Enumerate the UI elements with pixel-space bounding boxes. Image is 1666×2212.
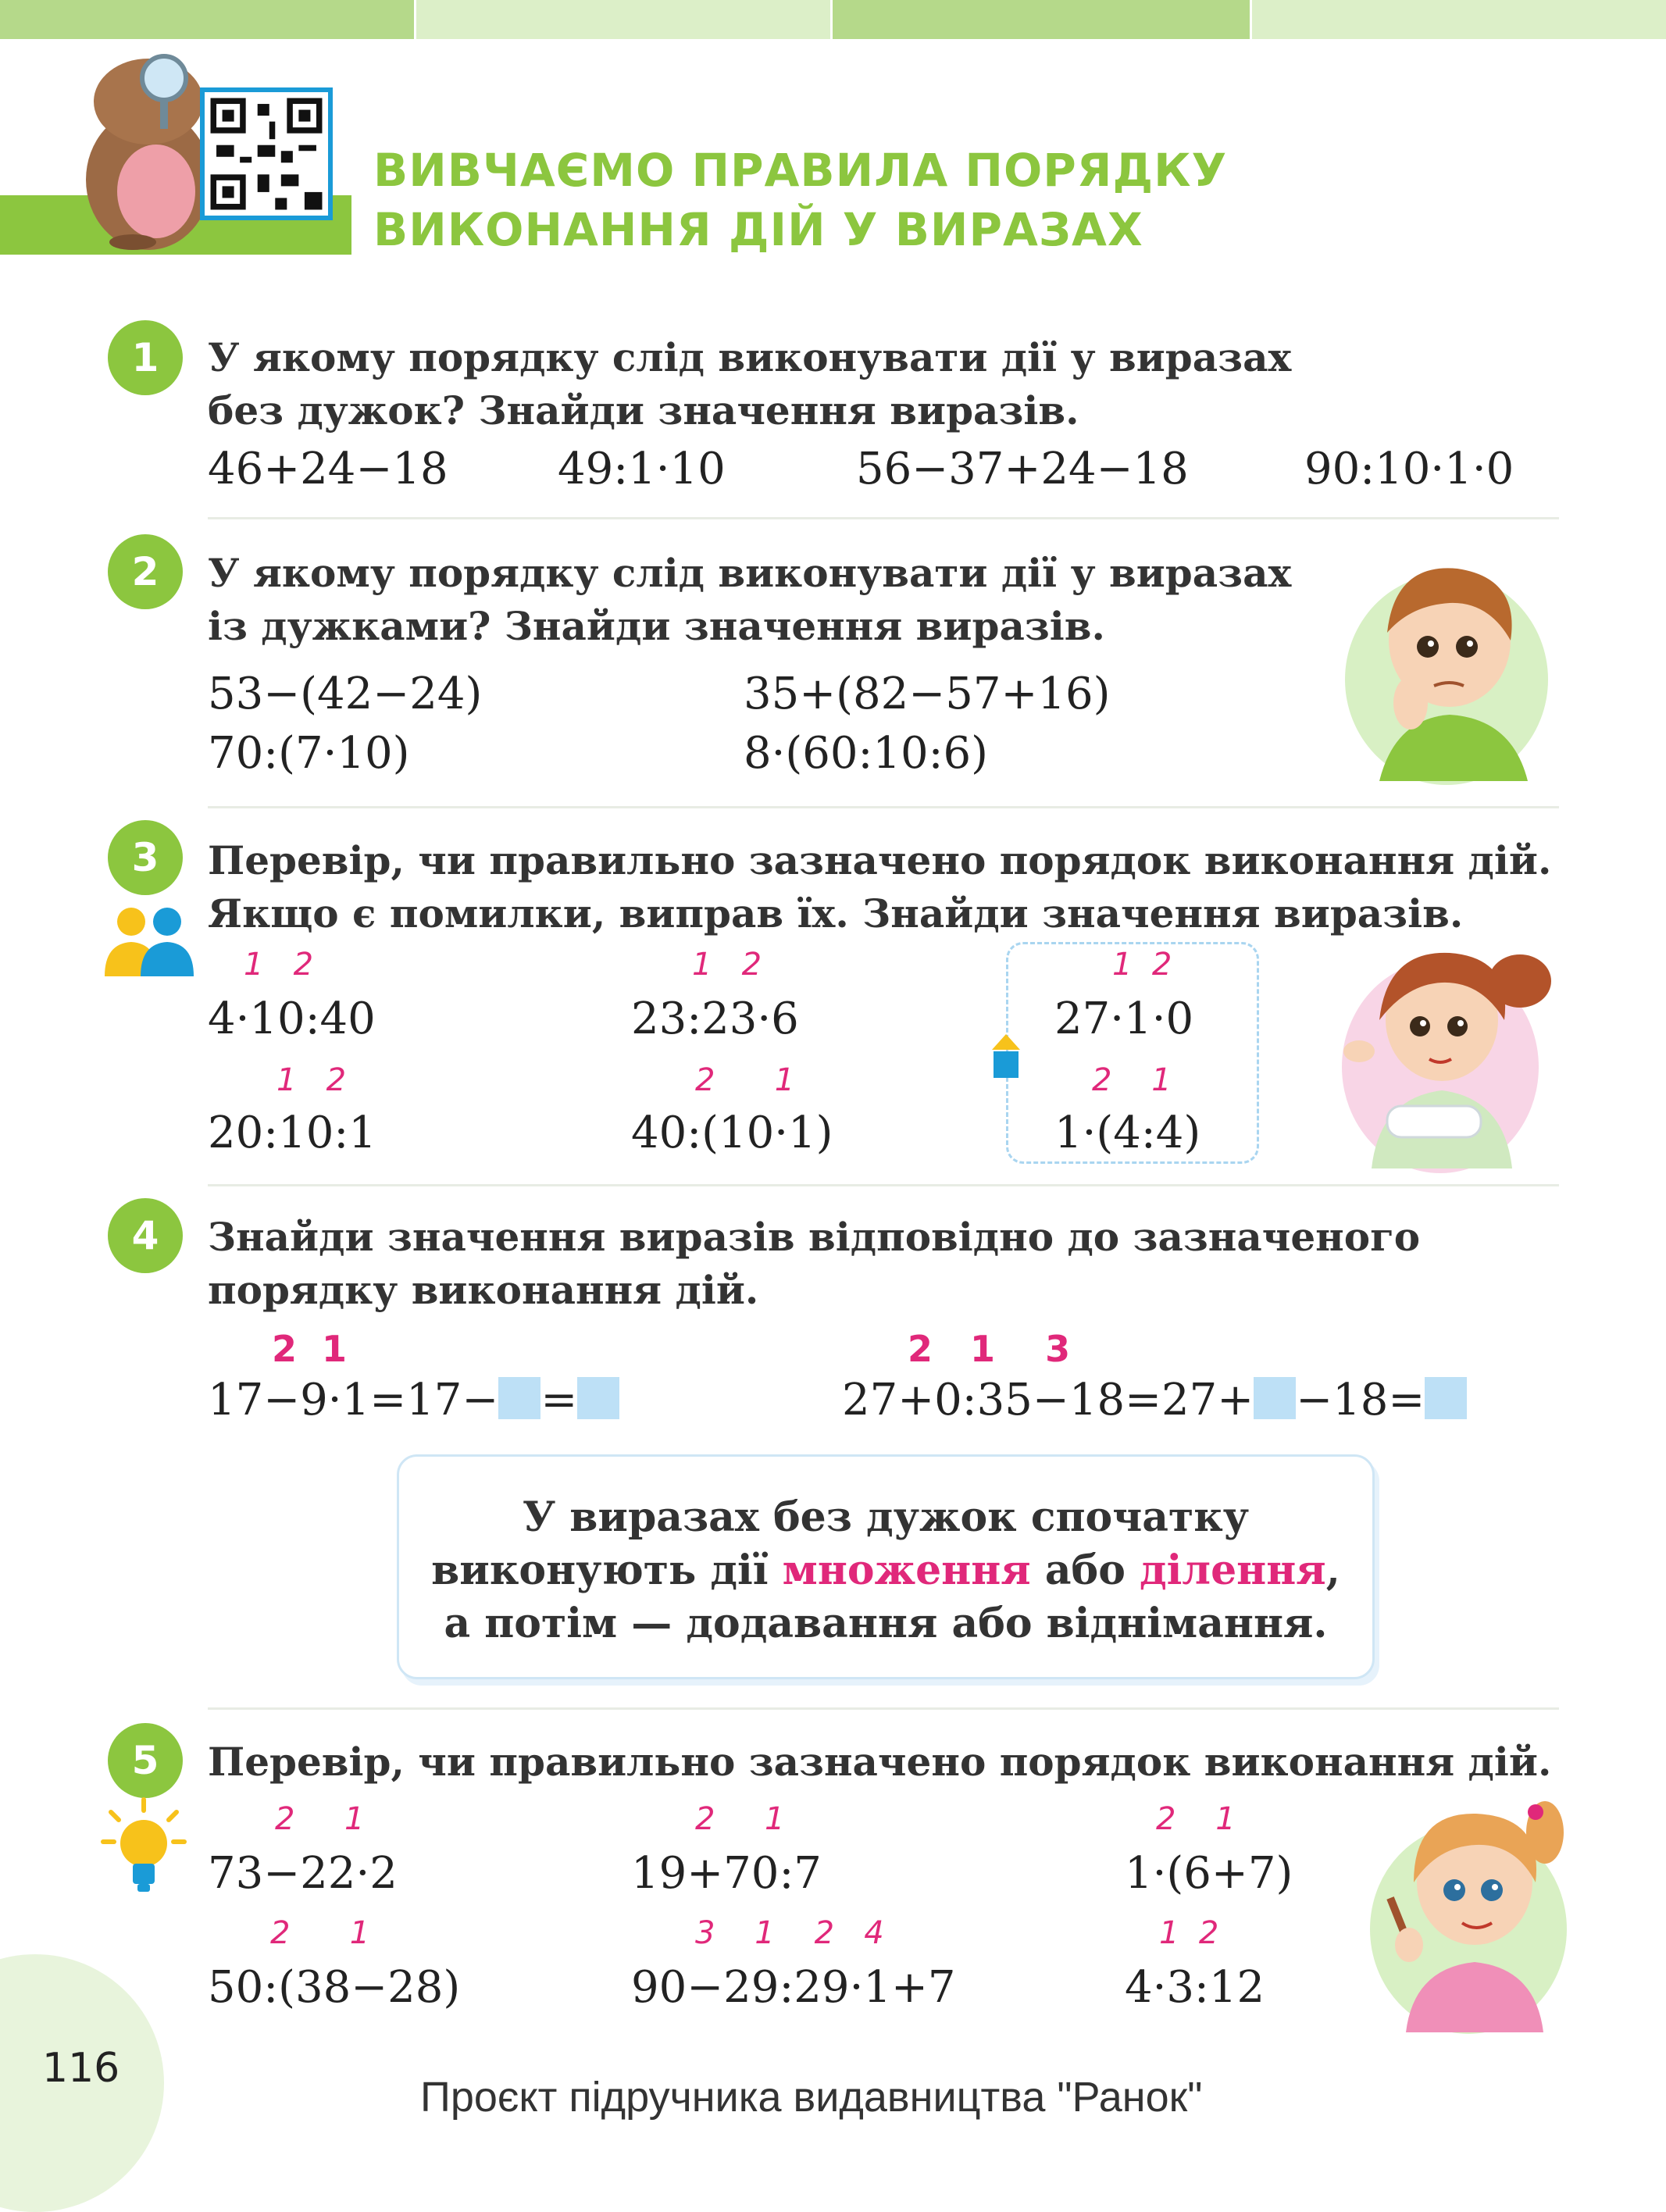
task-5-expression: 73−22·2 bbox=[208, 1848, 398, 1899]
task-2-expression: 53−(42−24) bbox=[208, 669, 483, 719]
expression-text: 27+0:35−18=27+ bbox=[842, 1375, 1254, 1425]
task-3-expression: 20:10:1 bbox=[208, 1108, 376, 1158]
task-5-line-1: Перевір, чи правильно зазначено порядок виконання дій. bbox=[208, 1739, 1552, 1785]
task-5-expression: 4·3:12 bbox=[1125, 1962, 1265, 2013]
task-5-expression: 90−29:29·1+7 bbox=[631, 1962, 956, 2013]
rule-text bbox=[399, 1491, 1372, 1650]
task-1-expression: 46+24−18 bbox=[208, 444, 448, 494]
task-5-text bbox=[208, 1736, 1551, 1789]
answer-box[interactable] bbox=[498, 1377, 540, 1419]
divider bbox=[208, 1707, 1559, 1710]
task-1-expression: 56−37+24−18 bbox=[856, 444, 1189, 494]
order-marks: 2 1 bbox=[270, 1915, 370, 1951]
answer-box[interactable] bbox=[1425, 1377, 1467, 1419]
lightbulb-icon bbox=[100, 1796, 187, 1898]
task-number-3: 3 bbox=[108, 820, 183, 895]
task-2-expression: 8·(60:10:6) bbox=[744, 728, 989, 779]
task-1-text bbox=[208, 331, 1291, 437]
answer-box[interactable] bbox=[1254, 1377, 1296, 1419]
order-marks: 1 2 bbox=[692, 947, 762, 983]
answer-box[interactable] bbox=[577, 1377, 619, 1419]
task-5-expression: 1·(6+7) bbox=[1125, 1848, 1293, 1899]
page-number: 116 bbox=[42, 2045, 120, 2092]
task-number-5: 5 bbox=[108, 1723, 183, 1798]
rule-line-1: У виразах без дужок спочатку bbox=[522, 1493, 1250, 1541]
task-5-expression: 19+70:7 bbox=[631, 1848, 822, 1899]
rule-text-part: , bbox=[1325, 1547, 1340, 1594]
rule-line-2 bbox=[399, 1544, 1372, 1597]
rule-highlight-division: ділення bbox=[1140, 1547, 1326, 1594]
top-bar-1 bbox=[0, 0, 414, 39]
task-2-expression: 70:(7·10) bbox=[208, 728, 410, 779]
task-2-expression: 35+(82−57+16) bbox=[744, 669, 1111, 719]
task-3-line-2: Якщо є помилки, виправ їх. Знайди значення виразів. bbox=[208, 890, 1464, 937]
house-icon bbox=[990, 1033, 1022, 1081]
order-marks: 3 1 2 4 bbox=[695, 1915, 884, 1951]
task-2-line-1: У якому порядку слід виконувати дії у виразах bbox=[208, 550, 1292, 596]
boy-illustration bbox=[1332, 547, 1551, 789]
top-bar-4 bbox=[1252, 0, 1666, 39]
title-line-2: ВИКОНАННЯ ДІЙ У ВИРАЗАХ bbox=[373, 203, 1143, 256]
top-bar-3 bbox=[833, 0, 1250, 39]
title-line-1: ВИВЧАЄМО ПРАВИЛА ПОРЯДКУ bbox=[373, 144, 1228, 197]
task-3-line-1: Перевір, чи правильно зазначено порядок виконання дій. bbox=[208, 837, 1552, 883]
expression-text: −18= bbox=[1296, 1375, 1425, 1425]
expression-text: = bbox=[540, 1375, 578, 1425]
task-1-expression: 90:10·1·0 bbox=[1304, 444, 1514, 494]
task-2-line-2: із дужками? Знайди значення виразів. bbox=[208, 603, 1105, 649]
divider bbox=[208, 806, 1559, 808]
task-4-line-1: Знайди значення виразів відповідно до зазначеного bbox=[208, 1214, 1421, 1260]
task-3-expression: 4·10:40 bbox=[208, 994, 376, 1044]
order-marks: 2 1 bbox=[1092, 1062, 1172, 1098]
top-bar-2 bbox=[416, 0, 830, 39]
task-number-1: 1 bbox=[108, 320, 183, 395]
task-3-expression: 40:(10·1) bbox=[631, 1108, 833, 1158]
order-marks: 2 1 bbox=[695, 1801, 785, 1837]
rule-highlight-multiplication: множення bbox=[782, 1547, 1031, 1594]
task-4-expression-right bbox=[842, 1373, 1467, 1428]
task-4-text bbox=[208, 1211, 1420, 1317]
order-marks: 2 1 bbox=[275, 1801, 365, 1837]
order-marks: 2 1 3 bbox=[908, 1328, 1071, 1370]
order-marks: 2 1 bbox=[1156, 1801, 1236, 1837]
task-3-expression: 1·(4:4) bbox=[1054, 1108, 1201, 1158]
task-5-expression: 50:(38−28) bbox=[208, 1962, 461, 2013]
rule-box bbox=[397, 1454, 1375, 1679]
qr-code[interactable] bbox=[200, 87, 333, 220]
divider bbox=[208, 1184, 1559, 1186]
footer-text: Проєкт підручника видавництва "Ранок" bbox=[420, 2074, 1203, 2121]
pair-work-icon bbox=[102, 904, 198, 983]
order-marks: 1 2 bbox=[1159, 1915, 1219, 1951]
order-marks: 1 2 bbox=[276, 1062, 347, 1098]
task-1-line-1: У якому порядку слід виконувати дії у виразах bbox=[208, 334, 1292, 380]
rule-line-3: а потім — додавання або віднімання. bbox=[444, 1600, 1328, 1647]
order-marks: 2 1 bbox=[272, 1328, 348, 1370]
page-title bbox=[373, 141, 1227, 259]
divider bbox=[208, 517, 1559, 519]
task-4-line-2: порядку виконання дій. bbox=[208, 1267, 759, 1313]
order-marks: 2 1 bbox=[695, 1062, 795, 1098]
task-number-4: 4 bbox=[108, 1198, 183, 1273]
task-2-text bbox=[208, 547, 1291, 653]
task-4-expression-left bbox=[208, 1373, 619, 1428]
task-1-line-2: без дужок? Знайди значення виразів. bbox=[208, 387, 1079, 433]
girl-with-slingshot-illustration bbox=[1359, 1781, 1586, 2039]
order-marks: 1 2 bbox=[244, 947, 314, 983]
task-3-expression: 27·1·0 bbox=[1054, 994, 1194, 1044]
task-1-expression: 49:1·10 bbox=[558, 444, 726, 494]
task-3-expression: 23:23·6 bbox=[631, 994, 799, 1044]
qr-pattern-icon bbox=[205, 92, 328, 216]
task-3-text bbox=[208, 834, 1551, 940]
order-marks: 1 2 bbox=[1112, 947, 1172, 983]
expression-text: 17−9·1=17− bbox=[208, 1375, 499, 1425]
girl-illustration bbox=[1332, 934, 1567, 1179]
task-number-2: 2 bbox=[108, 534, 183, 609]
rule-text-part: виконують дії bbox=[431, 1547, 783, 1594]
rule-text-part: або bbox=[1030, 1547, 1140, 1594]
